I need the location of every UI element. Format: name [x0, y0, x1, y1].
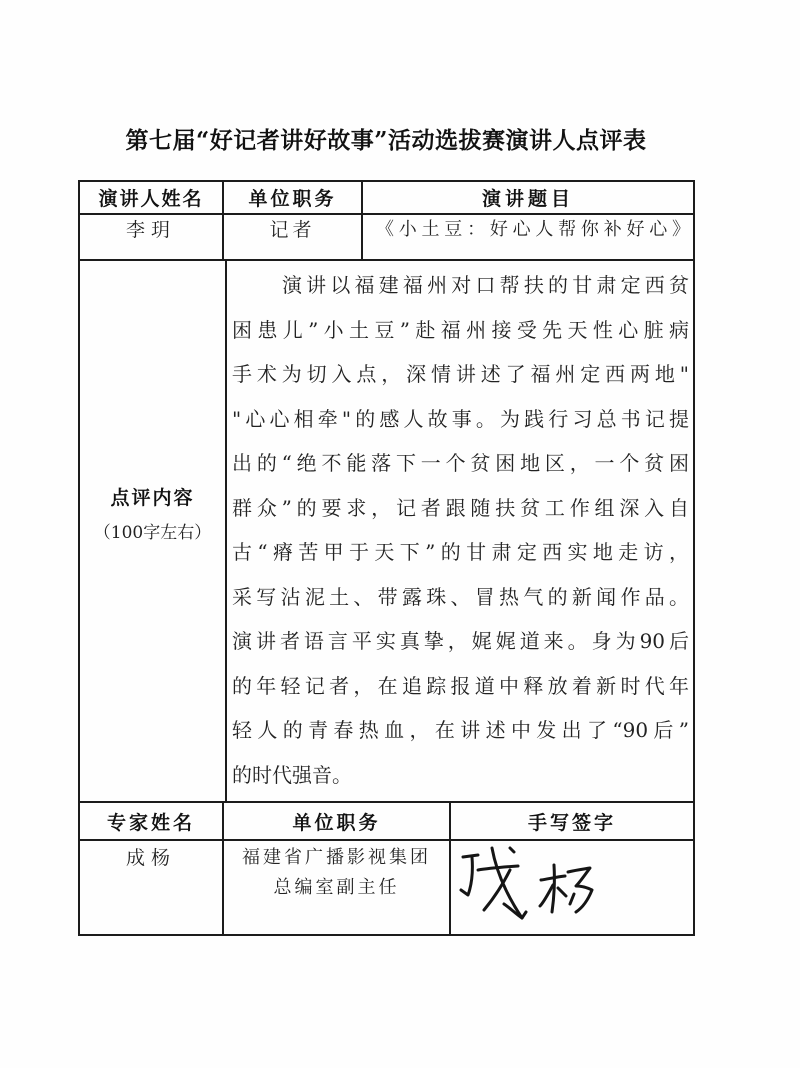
speech-topic-header: 演讲题目 — [481, 188, 574, 210]
speaker-name: 李玥 — [125, 219, 176, 241]
review-text-line: 演讲以福建福州对口帮扶的甘肃定西贫 — [282, 273, 689, 297]
review-text-line: 采写沾泥土、带露珠、冒热气的新闻作品。 — [232, 584, 689, 609]
speech-topic: 《小土豆：好心人帮你补好心》 — [376, 219, 690, 240]
handwritten-signature — [452, 842, 692, 934]
review-text-line: 群众”的要求，记者跟随扶贫工作组深入自 — [232, 495, 689, 520]
speaker-position-header: 单位职务 — [248, 188, 337, 210]
table-border-right — [693, 180, 695, 936]
review-word-limit-note: （100字左右） — [93, 523, 212, 543]
review-text-line: 手术为切入点，深情讲述了福州定西两地" — [232, 362, 689, 386]
expert-position-line: 总编室副主任 — [273, 877, 400, 898]
expert-name: 成杨 — [125, 847, 176, 869]
review-text — [227, 263, 693, 797]
review-text-line: 的年轻记者，在追踪报道中释放着新时代年 — [232, 673, 689, 698]
speaker-name-header: 演讲人姓名 — [98, 188, 204, 210]
review-text-line: 古“瘠苦甲于天下”的甘肃定西实地走访， — [232, 540, 689, 564]
review-text-line: 轻人的青春热血，在讲述中发出了“90后” — [232, 718, 689, 742]
expert-position-line: 福建省广播影视集团 — [242, 847, 431, 868]
speaker-position: 记者 — [269, 219, 316, 241]
table-border-bottom — [78, 934, 695, 936]
form-title: 第七届“好记者讲好故事”活动选拔赛演讲人点评表 — [125, 127, 647, 154]
expert-position-header: 单位职务 — [292, 811, 381, 834]
review-text-line: 出的“绝不能落下一个贫困地区，一个贫困 — [232, 451, 689, 475]
expert-name-header: 专家姓名 — [106, 811, 195, 834]
review-text-line: 演讲者语言平实真挚，娓娓道来。身为90后 — [232, 629, 689, 653]
review-text-line: "心心相牵"的感人故事。为践行习总书记提 — [232, 406, 689, 431]
table-row-divider — [78, 259, 695, 261]
review-text-line: 的时代强音。 — [232, 762, 352, 787]
expert-position — [224, 843, 449, 903]
signature-header: 手写签字 — [527, 811, 616, 834]
review-text-line: 困患儿”小土豆”赴福州接受先天性心脏病 — [232, 317, 689, 342]
review-label: 点评内容 — [110, 487, 195, 509]
